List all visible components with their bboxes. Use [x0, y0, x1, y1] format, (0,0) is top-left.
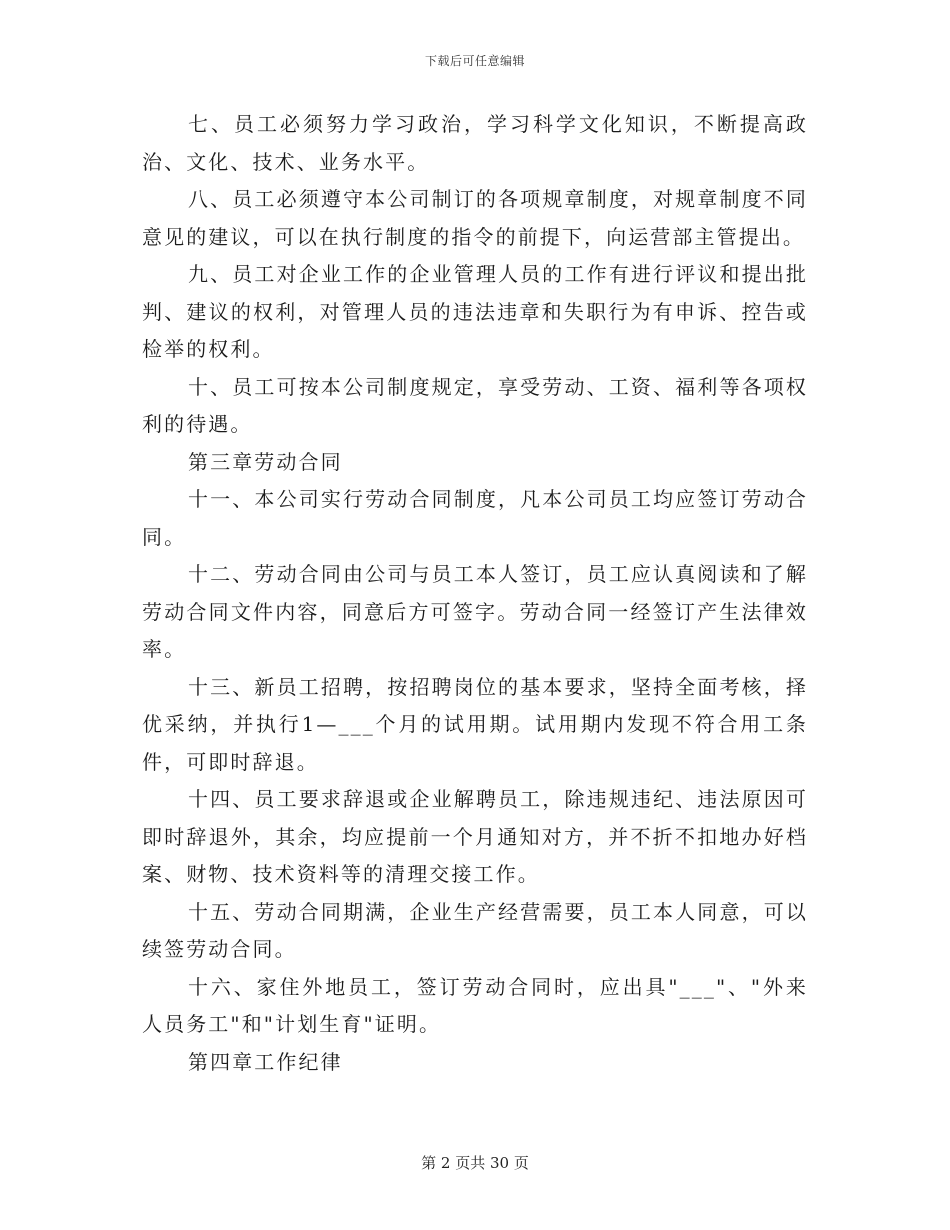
paragraph-article-14: 十四、员工要求辞退或企业解聘员工，除违规违纪、违法原因可即时辞退外，其余，均应提前一个月通知对方，并不折不扣地办好档案、财物、技术资料等的清理交接工作。 [142, 787, 808, 886]
paragraph-article-7: 七、员工必须努力学习政治，学习科学文化知识，不断提高政治、文化、技术、业务水平。 [142, 112, 808, 174]
paragraph-article-16: 十六、家住外地员工，签订劳动合同时，应出具"___"、"外来人员务工"和"计划生育"证明。 [142, 974, 808, 1036]
paragraph-article-9: 九、员工对企业工作的企业管理人员的工作有进行评议和提出批判、建议的权利，对管理人员的违法违章和失职行为有申诉、控告或检举的权利。 [142, 262, 808, 361]
chapter-heading-3: 第三章劳动合同 [188, 449, 343, 474]
paragraph-article-12: 十二、劳动合同由公司与员工本人签订，员工应认真阅读和了解劳动合同文件内容，同意后方可签字。劳动合同一经签订产生法律效率。 [142, 562, 808, 661]
page-footer: 第 2 页共 30 页 [421, 1154, 529, 1172]
page-header: 下载后可任意编辑 [424, 54, 525, 68]
paragraph-article-11: 十一、本公司实行劳动合同制度，凡本公司员工均应签订劳动合同。 [142, 487, 808, 549]
paragraph-article-8: 八、员工必须遵守本公司制订的各项规章制度，对规章制度不同意见的建议，可以在执行制度的指令的前提下，向运营部主管提出。 [142, 187, 808, 249]
paragraph-article-13: 十三、新员工招聘，按招聘岗位的基本要求，坚持全面考核，择优采纳，并执行1—___个月的试用期。试用期内发现不符合用工条件，可即时辞退。 [142, 674, 808, 774]
paragraph-article-10: 十、员工可按本公司制度规定，享受劳动、工资、福利等各项权利的待遇。 [142, 374, 808, 436]
chapter-heading-4: 第四章工作纪律 [188, 1049, 343, 1074]
paragraph-article-15: 十五、劳动合同期满，企业生产经营需要，员工本人同意，可以续签劳动合同。 [142, 899, 808, 961]
document-body [142, 106, 808, 1081]
